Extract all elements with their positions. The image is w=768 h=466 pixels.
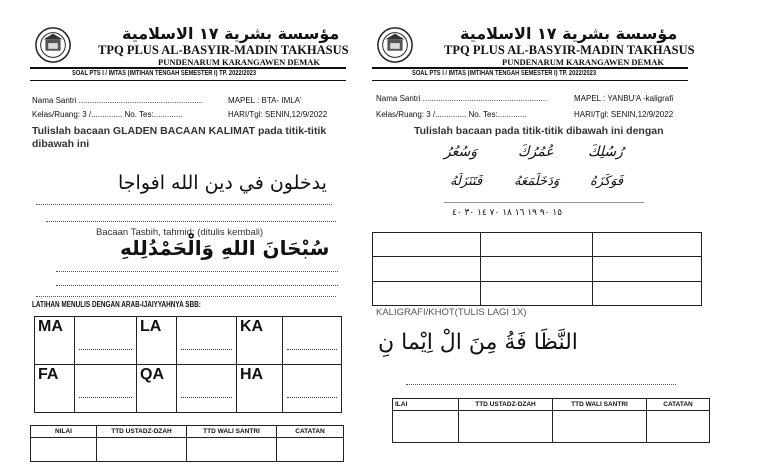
school-seal-logo: [34, 26, 72, 64]
notes-cell[interactable]: [647, 411, 710, 443]
exam-title: SOAL PTS I / IMTAS (IMTIHAN TENGAH SEMESTER I) TP. 2022/2023: [412, 70, 597, 77]
guardian-signature-header: TTD WALI SANTRI: [553, 399, 647, 411]
arabic-word: عُمُرُكَ: [518, 144, 554, 160]
student-name-field: Nama Santri ........................................................: [376, 94, 548, 103]
date-label: HARI/Tgl: SENIN,12/9/2022: [228, 110, 328, 119]
student-name-field: Nama Santri ........................................................: [32, 96, 204, 105]
answer-cell[interactable]: [373, 257, 481, 282]
teacher-signature-header: TTD USTADZ-DZAH: [459, 399, 553, 411]
arabic-word: رُسُلِكَ: [588, 144, 623, 160]
grid-letter: LA: [137, 317, 177, 365]
school-address: PUNDENARUM KARANGAWEN DEMAK: [158, 57, 320, 67]
instruction-text: Tulislah bacaan pada titik-titik dibawah ini dengan: [414, 125, 664, 137]
score-cell[interactable]: [393, 411, 459, 443]
word-underline: [444, 202, 644, 203]
school-address: PUNDENARUM KARANGAWEN DEMAK: [502, 57, 664, 67]
grid-letter: QA: [137, 365, 177, 413]
grid-answer-cell[interactable]: [283, 317, 342, 365]
word-numbers: ١٥ ٩٠ ١٩ ١٦ ١٨ ٧٠ ١٤ ٣٠ ٤٠: [452, 208, 563, 218]
header-divider-thin: [30, 80, 346, 81]
grid-letter: FA: [35, 365, 75, 413]
subject-label: MAPEL : YANBU'A -kaligrafi: [574, 94, 674, 103]
right-worksheet: [368, 0, 718, 466]
grid-answer-cell[interactable]: [177, 365, 237, 413]
grid-letter: MA: [35, 317, 75, 365]
grid-answer-cell[interactable]: [283, 365, 342, 413]
instruction-text: Tulislah bacaan GLADEN BACAAN KALIMAT pada titik-titik dibawah ini: [32, 125, 327, 150]
answer-line: [56, 271, 338, 272]
arabic-word: فَتَنَزَلَهُ: [450, 174, 483, 189]
score-header: NILAI: [31, 426, 97, 438]
left-worksheet: [0, 0, 350, 466]
class-room-field: Kelas/Ruang: 3 /.............. No. Tes:.............: [32, 110, 183, 119]
grid-answer-cell[interactable]: [75, 365, 137, 413]
header-divider-thin: [372, 80, 688, 81]
grid-letter: KA: [237, 317, 283, 365]
arabic-foundation-title: مؤسسة بشرية ١٧ الاسلامية: [122, 24, 340, 43]
teacher-signature-cell[interactable]: [459, 411, 553, 443]
answer-line: [36, 204, 332, 205]
signature-table: [392, 398, 710, 443]
answer-cell[interactable]: [593, 233, 702, 257]
grid-answer-cell[interactable]: [177, 317, 237, 365]
score-cell[interactable]: [31, 438, 97, 462]
answer-cell[interactable]: [373, 233, 481, 257]
header-divider: [30, 67, 346, 69]
answer-cell[interactable]: [481, 282, 593, 306]
guardian-signature-cell[interactable]: [553, 411, 647, 443]
notes-cell[interactable]: [277, 438, 344, 462]
arabic-word: وَدَخَلَمَعَهُ: [514, 174, 560, 189]
answer-line: [406, 384, 676, 385]
answer-cell[interactable]: [481, 233, 593, 257]
answer-cell[interactable]: [593, 282, 702, 306]
school-name: TPQ PLUS AL-BASYIR-MADIN TAKHASUS: [444, 43, 695, 57]
teacher-signature-cell[interactable]: [97, 438, 187, 462]
answer-cell[interactable]: [481, 257, 593, 282]
arabic-word: فَوَكَزَهُ: [590, 174, 624, 189]
answer-cell[interactable]: [373, 282, 481, 306]
grid-letter: HA: [237, 365, 283, 413]
tasbih-text: سُبْحَانَ اللهِ وَالْحَمْدُلِلهِ: [120, 236, 330, 260]
guardian-signature-header: TTD WALI SANTRI: [187, 426, 277, 438]
signature-table: [30, 425, 344, 462]
score-header: ILAI: [393, 399, 459, 411]
exam-title: SOAL PTS I / IMTAS (IMTIHAN TENGAH SEMESTER I) TP. 2022/2023: [72, 70, 257, 77]
grid-answer-cell[interactable]: [75, 317, 137, 365]
answer-line: [56, 285, 338, 286]
school-name: TPQ PLUS AL-BASYIR-MADIN TAKHASUS: [98, 43, 349, 57]
practice-label: LATIHAN MENULIS DENGAN ARAB-IJAIYYAHNYA SBB:: [32, 300, 201, 309]
writing-practice-grid: [34, 316, 342, 413]
class-room-field: Kelas/Ruang: 3 /.............. No. Tes:.............: [376, 110, 527, 119]
arabic-word: وَسُعُرُ: [444, 144, 477, 160]
kaligrafi-label: KALIGRAFI/KHOT(TULIS LAGI 1X): [376, 307, 527, 318]
teacher-signature-header: TTD USTADZ-DZAH: [97, 426, 187, 438]
answer-cell[interactable]: [593, 257, 702, 282]
date-label: HARI/Tgl: SENIN,12/9/2022: [574, 110, 674, 119]
answer-line: [36, 296, 336, 297]
answer-table: [372, 232, 702, 306]
notes-header: CATATAN: [647, 399, 710, 411]
tasbih-label: Bacaan Tasbih, tahmid: (ditulis kembali): [96, 227, 264, 238]
answer-line: [46, 221, 336, 222]
kaligrafi-text: النَّظَا فَةُ مِنَ الْ اِيْما نِ: [378, 330, 578, 355]
subject-label: MAPEL : BTA- IMLA': [228, 96, 302, 105]
guardian-signature-cell[interactable]: [187, 438, 277, 462]
school-seal-logo: [376, 26, 414, 64]
arabic-foundation-title: مؤسسة بشرية ١٧ الاسلامية: [460, 24, 678, 43]
header-divider: [372, 67, 688, 69]
arabic-sentence: يدخلون في دين الله افواجا: [118, 172, 327, 194]
notes-header: CATATAN: [277, 426, 344, 438]
